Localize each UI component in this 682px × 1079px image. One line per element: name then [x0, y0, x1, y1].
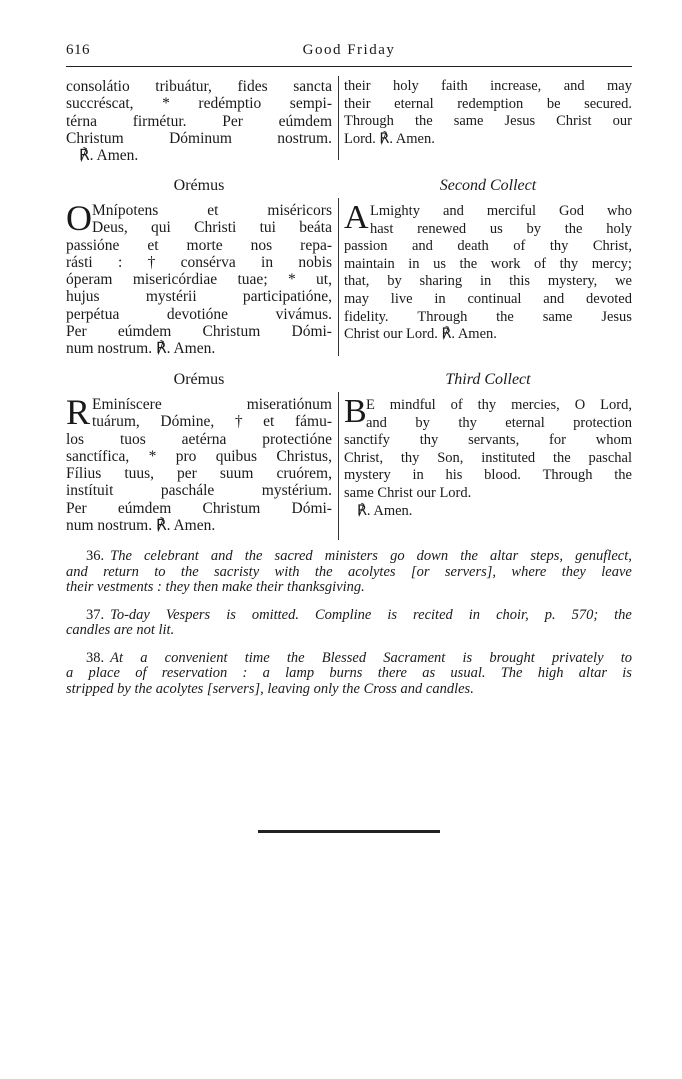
latin-line: hujus mystérii participatióne, — [66, 288, 332, 306]
english-text-block-3 — [344, 393, 632, 520]
english-line: Lord. ℟. Amen. — [344, 130, 435, 147]
english-line: and by thy eternal protection — [366, 414, 632, 431]
latin-line: Deus, qui Christi tui beáta — [92, 219, 332, 237]
latin-line: rásti : † consérva in nobis — [66, 253, 332, 271]
latin-text-block-1 — [66, 78, 332, 164]
latin-line: tuárum, Dómine, † et fámu- — [92, 413, 332, 431]
rubric-38 — [66, 651, 632, 698]
english-line: Christ our Lord. ℟. Amen. — [344, 326, 497, 343]
english-text-block-1 — [344, 78, 632, 148]
end-rule — [258, 830, 440, 833]
latin-line: térna firmétur. Per eúmdem — [66, 112, 332, 130]
heading-second-collect: Second Collect — [439, 177, 537, 194]
rubric-37 — [66, 608, 632, 639]
english-line: their eternal redemption be secured. — [344, 95, 632, 112]
latin-heading-oremus: Orémus — [173, 371, 225, 388]
latin-line: instítuit paschále mystérium. — [66, 482, 332, 500]
english-line: sanctify thy servants, for whom — [344, 432, 632, 449]
english-line: passion and death of thy Christ, — [344, 238, 632, 255]
latin-line: Per eúmdem Christum Dómi- — [66, 323, 332, 341]
english-line: Through the same Jesus Christ our — [344, 113, 632, 130]
rubric-text: The celebrant and the sacred ministers go down the altar steps, genuflect, — [110, 548, 632, 564]
column-divider — [338, 392, 339, 540]
latin-line: Mnípotens et miséricors — [92, 202, 332, 219]
drop-cap-initial: A — [344, 199, 369, 236]
latin-line: perpétua devotióne vivámus. — [66, 305, 332, 323]
english-text-block-2 — [344, 199, 632, 344]
heading-third-collect: Third Collect — [445, 371, 531, 388]
drop-cap-initial: O — [66, 198, 92, 238]
rubric-line: a place of reservation : a lamp burns there as usual. The high altar is — [66, 665, 632, 681]
rubric-line: stripped by the acolytes [servers], leaving only the Cross and candles. — [66, 680, 474, 697]
rubric-text: To-day Vespers is omitted. Compline is recited in choir, p. 570; the — [110, 606, 632, 623]
page-header — [66, 42, 632, 62]
latin-line: passióne et morte nos repa- — [66, 236, 332, 254]
latin-line: Per eúmdem Christum Dómi- — [66, 499, 332, 517]
latin-line: óperam misericórdiae tuae; * ut, — [66, 271, 332, 289]
rubric-line — [66, 608, 632, 624]
rubric-line — [66, 549, 632, 565]
latin-line: sanctífica, * pro quibus Christus, — [66, 447, 332, 465]
rubric-number: 36. — [86, 548, 105, 564]
latin-heading-oremus: Orémus — [173, 177, 225, 194]
english-line: Christ, thy Son, instituted the paschal — [344, 449, 632, 466]
english-line: their holy faith increase, and may — [344, 78, 632, 94]
english-line: mystery in his blood. Through the — [344, 467, 632, 484]
english-line: ℟. Amen. — [357, 502, 413, 519]
english-line: may live in continual and devoted — [344, 290, 632, 307]
rubric-line: candles are not lit. — [66, 622, 175, 638]
page-number: 616 — [66, 42, 90, 58]
english-line: hast renewed us by the holy — [370, 220, 632, 237]
latin-line: Eminíscere miseratiónum — [92, 396, 332, 413]
latin-line: ℟. Amen. — [79, 147, 139, 165]
rubric-line: and return to the sacristy with the acolytes [or servers], where they leave — [66, 563, 632, 580]
latin-line: consolátio tribuátur, fides sancta — [66, 78, 332, 95]
latin-line: num nostrum. ℟. Amen. — [66, 517, 216, 535]
drop-cap-initial: B — [344, 393, 367, 430]
rubric-36 — [66, 549, 632, 596]
english-line: Lmighty and merciful God who — [370, 203, 632, 219]
latin-line: Christum Dóminum nostrum. — [66, 129, 332, 147]
running-title: Good Friday — [302, 42, 396, 58]
english-line: that, by sharing in this mystery, we — [344, 273, 632, 290]
rubric-line: their vestments : they then make their thanksgiving. — [66, 579, 365, 595]
rubrics-section — [66, 549, 632, 709]
latin-line: succréscat, * redémptio sempi- — [66, 95, 332, 113]
english-line: E mindful of thy mercies, O Lord, — [366, 397, 632, 413]
rubric-text: At a convenient time the Blessed Sacrament is brought privately to — [110, 649, 632, 666]
rubric-line — [66, 651, 632, 667]
english-line: maintain in us the work of thy mercy; — [344, 255, 632, 272]
rubric-number: 37. — [86, 606, 105, 623]
column-divider — [338, 76, 339, 160]
english-line: fidelity. Through the same Jesus — [344, 308, 632, 325]
header-rule — [66, 66, 632, 67]
drop-cap-initial: R — [66, 392, 91, 432]
latin-text-block-2 — [66, 198, 332, 358]
rubric-number: 38. — [86, 649, 105, 666]
english-line: same Christ our Lord. — [344, 484, 472, 501]
column-divider — [338, 198, 339, 356]
latin-line: los tuos aetérna protectióne — [66, 430, 332, 448]
latin-text-block-3 — [66, 392, 332, 535]
latin-line: num nostrum. ℟. Amen. — [66, 340, 216, 358]
latin-line: Fílius tuus, per suum cruórem, — [66, 465, 332, 483]
